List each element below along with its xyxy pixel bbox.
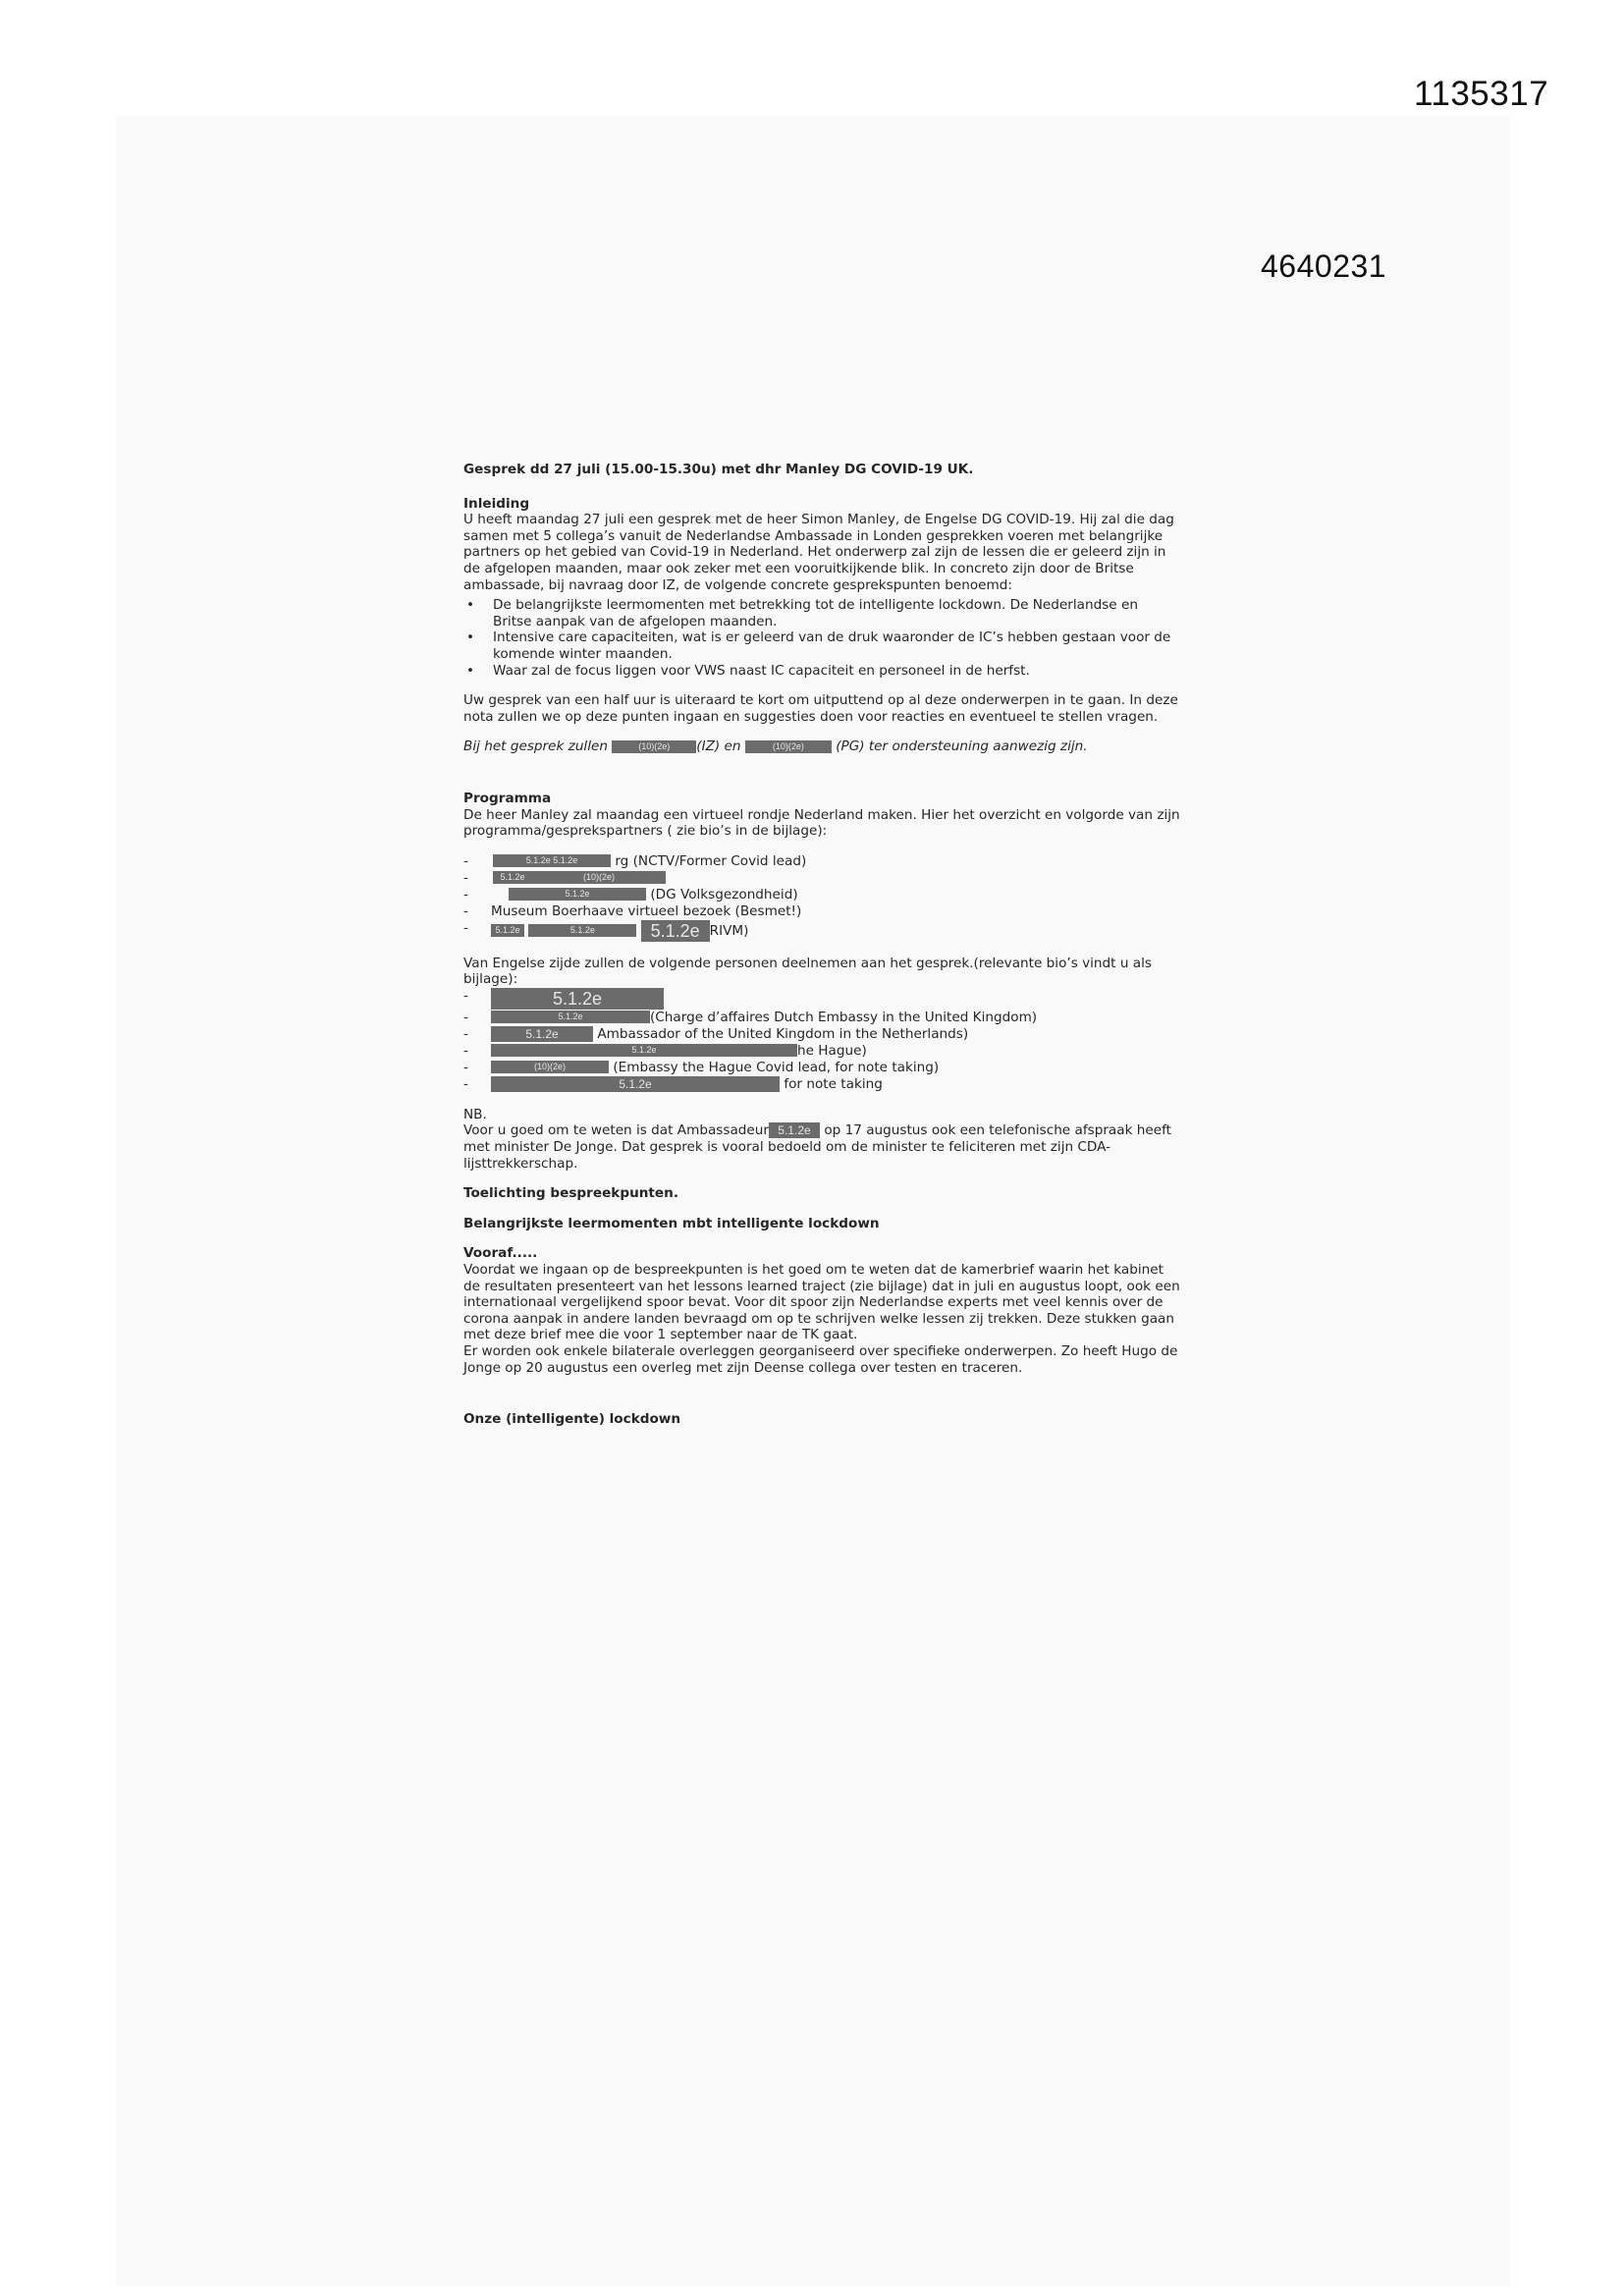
redaction-box: 5.1.2e [491,1011,650,1023]
list-item: - Museum Boerhaave virtueel bezoek (Besmet!) [463,902,802,919]
inleiding-closing: Uw gesprek van een half uur is uiteraard te kort om uitputtend op al deze onderwerpen in te gaan. In deze nota zullen we op deze punten ingaan en suggesties doen voor reacties en eventueel te stellen vragen. [463,692,1178,725]
redaction-box: (10)(2e) [612,740,696,753]
support-line: Bij het gesprek zullen (10)(2e) (IZ) en (10)(2e) (PG) ter ondersteuning aanwezig zijn. [463,738,1088,755]
redaction-box: 5.1.2e [528,924,636,937]
gesprekspunten-list [463,597,1180,679]
list-item: - 5.1.2e (Charge d’affaires Dutch Embassy in the United Kingdom) [463,1009,1038,1025]
redaction-box: 5.1.2e [641,920,710,942]
memo-title: Gesprek dd 27 juli (15.00-15.30u) met dhr Manley DG COVID-19 UK. [463,462,974,477]
redaction-box: 5.1.2e [491,1044,797,1057]
engelse-zijde-list [463,988,1180,1093]
redaction-box: 5.1.2e [491,988,664,1010]
inleiding-text: U heeft maandag 27 juli een gesprek met de heer Simon Manley, de Engelse DG COVID-19. Hij zal die dag samen met 5 collega’s vanuit de Nederlandse Ambassade in Londen gesprekken voeren met belangrijke partners op het gebied van Covid-19 in Nederland. Het onderwerp zal zijn de lessen die er geleerd zijn in de afgelopen maanden, maar ook zeker met een vooruitkijkende blik. In concreto zijn door de Britse ambassade, bij navraag door IZ, de volgende concrete gesprekspunten benoemd: [463,512,1174,593]
redaction-box: (10)(2e) [532,871,666,884]
engelse-zijde-text: Van Engelse zijde zullen de volgende personen deelnemen aan het gesprek.(relevante bio’s vindt u als bijlage): [463,955,1152,988]
document-number: 1135317 [1414,75,1549,113]
vooraf-heading: Vooraf..... [463,1245,538,1262]
lockdown-heading: Onze (intelligente) lockdown [463,1411,681,1428]
redaction-box: 5.1.2e [769,1122,820,1138]
leermomenten-heading: Belangrijkste leermomenten mbt intelligente lockdown [463,1215,880,1231]
nb-text: Voor u goed om te weten is dat Ambassadeur 5.1.2e op 17 augustus ook een telefonische afspraak heeft met minister De Jonge. Dat gesprek is vooral bedoeld om de minister te feliciteren met zijn CDA-lijsttrekkerschap. [463,1122,1171,1172]
list-item: - 5.1.2e he Hague) [463,1042,867,1059]
list-item: - (10)(2e) (Embassy the Hague Covid lead, for note taking) [463,1059,940,1075]
inleiding-heading: Inleiding [463,495,530,512]
redaction-box: 5.1.2e [493,871,532,884]
memo-page [463,462,1180,1428]
list-item: - 5.1.2e (10)(2e) [463,870,1180,887]
list-item: • De belangrijkste leermomenten met betrekking tot de intelligente lockdown. De Nederlandse en Britse aanpak van de afgelopen maanden. [493,597,1180,629]
list-item: - 5.1.2e 5.1.2e rg (NCTV/Former Covid lead) [463,852,807,869]
list-item: - 5.1.2e 5.1.2e 5.1.2e RIVM) [463,919,749,941]
redaction-box: 5.1.2e [491,1026,593,1042]
redaction-box: 5.1.2e [491,1076,780,1092]
redaction-box: 5.1.2e 5.1.2e [493,854,611,867]
programma-list [463,853,1180,942]
secondary-document-number: 4640231 [1261,248,1387,284]
list-item: - 5.1.2e [463,988,1180,1010]
redaction-box: 5.1.2e [509,888,646,901]
list-item: - 5.1.2e Ambassador of the United Kingdom in the Netherlands) [463,1025,969,1042]
programma-text: De heer Manley zal maandag een virtueel rondje Nederland maken. Hier het overzicht en volgorde van zijn programma/gesprekspartners ( zie bio’s in de bijlage): [463,806,1180,840]
redaction-box: 5.1.2e [491,924,524,937]
list-item: - 5.1.2e (DG Volksgezondheid) [463,886,798,902]
list-item: • Intensive care capaciteiten, wat is er geleerd van de druk waaronder de IC’s hebben gestaan voor de komende winter maanden. [493,629,1180,662]
nb-label: NB. [463,1106,487,1122]
programma-heading: Programma [463,790,552,806]
list-item: - 5.1.2e for note taking [463,1075,883,1092]
list-item: • Waar zal de focus liggen voor VWS naast IC capaciteit en personeel in de herfst. [493,663,1180,680]
toelichting-heading: Toelichting bespreekpunten. [463,1185,678,1202]
vooraf-text: Voordat we ingaan op de bespreekpunten is het goed om te weten dat de kamerbrief waarin het kabinet de resultaten presenteert van het lessons learned traject (zie bijlage) dat in juli en augustus loopt, ook een internationaal vergelijkend spoor bevat. Voor dit spoor zijn Nederlandse experts met veel kennis over de corona aanpak in andere landen bevraagd om op te schrijven welke lessen zij trekken. Deze stukken gaan met deze brief mee die voor 1 september naar de TK gaat. [463,1262,1180,1343]
overleg-text: Er worden ook enkele bilaterale overleggen georganiseerd over specifieke onderwerpen. Zo heeft Hugo de Jonge op 20 augustus een overleg met zijn Deense collega over testen en traceren. [463,1343,1178,1376]
redaction-box: (10)(2e) [745,740,832,753]
redaction-box: (10)(2e) [491,1061,609,1073]
